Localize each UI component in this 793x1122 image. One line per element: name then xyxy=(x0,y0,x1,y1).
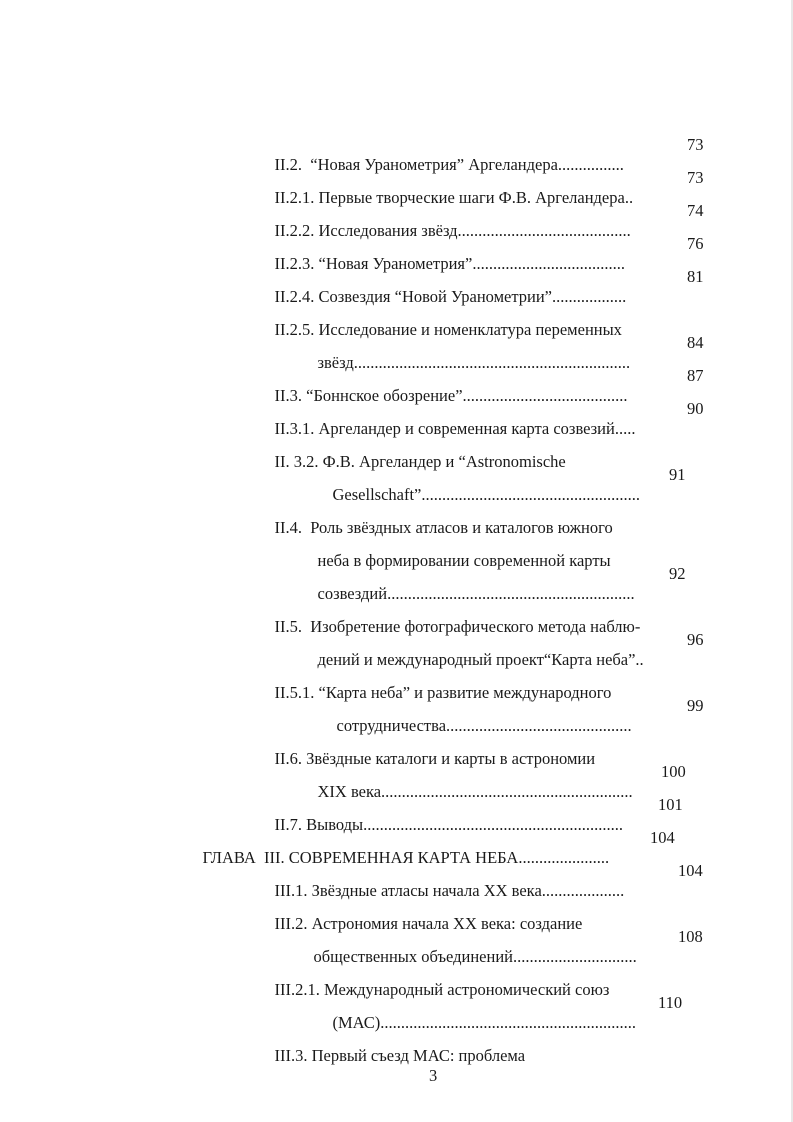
toc-page-number: 92 xyxy=(669,564,686,583)
toc-entry-text: (МАС).............................................................. xyxy=(332,1013,637,1032)
toc-entry-text: II.5. Изобретение фотографического метода наблю- xyxy=(274,617,641,636)
toc-entry-text: общественных объединений.............................. xyxy=(313,947,637,966)
toc-entry-text: III.2. Астрономия начала XX века: создание xyxy=(274,914,583,933)
toc-page-number: 73 xyxy=(687,135,704,154)
toc-page-number: 76 xyxy=(687,234,704,253)
toc-entry-text: дений и международный проект“Карта неба”.. xyxy=(317,650,644,669)
toc-entry-text: XIX века............................................................. xyxy=(317,782,633,801)
toc-entry-text: III.1. Звёздные атласы начала XX века.................... xyxy=(274,881,625,900)
toc-entry-text: II.3. “Боннское обозрение”........................................ xyxy=(274,386,628,405)
toc-entry-text: II.2.1. Первые творческие шаги Ф.В. Аргеландера.. xyxy=(274,188,634,207)
toc-page-number: 108 xyxy=(678,927,703,946)
toc-entry-text: II. 3.2. Ф.В. Аргеландер и “Astronomische xyxy=(274,452,566,471)
toc-entry-text: III.2.1. Международный астрономический союз xyxy=(274,980,610,999)
toc-entry-text: II.6. Звёздные каталоги и карты в астрономии xyxy=(274,749,596,768)
toc-entry-text: II.4. Роль звёздных атласов и каталогов южного xyxy=(274,518,613,537)
toc-entry-text: III.3. Первый съезд МАС: проблема xyxy=(274,1046,526,1065)
toc-entry-text: II.2.3. “Новая Уранометрия”..................................... xyxy=(274,254,625,273)
page-number: 3 xyxy=(429,1066,438,1085)
toc-page-number: 110 xyxy=(658,993,683,1012)
toc-entry-text: звёзд................................................................... xyxy=(317,353,631,372)
toc-page-number: 84 xyxy=(687,333,704,352)
toc-page-number: 99 xyxy=(687,696,704,715)
toc-entry-text: II.2.5. Исследование и номенклатура переменных xyxy=(274,320,622,339)
toc-page-number: 104 xyxy=(650,828,675,847)
toc-entry-text: созвездий............................................................ xyxy=(317,584,635,603)
toc-page-number: 74 xyxy=(687,201,704,220)
toc-page-number: 100 xyxy=(661,762,686,781)
toc-entry-text: II.5.1. “Карта неба” и развитие международного xyxy=(274,683,612,702)
toc-entry-text: II.2.4. Созвездия “Новой Уранометрии”.................. xyxy=(274,287,627,306)
toc-entry-text: Gesellschaft”..................................................... xyxy=(332,485,640,504)
toc-entry-text: II.3.1. Аргеландер и современная карта созвезий..... xyxy=(274,419,636,438)
toc-entry-text: II.2.2. Исследования звёзд.......................................... xyxy=(274,221,631,240)
toc-page-number: 90 xyxy=(687,399,704,418)
toc-page-number: 96 xyxy=(687,630,704,649)
toc-entry-text: неба в формировании современной карты xyxy=(317,551,611,570)
toc-line xyxy=(258,1026,525,1086)
toc-page-number: 81 xyxy=(687,267,704,286)
toc-page-number: 101 xyxy=(658,795,683,814)
toc-entry-text: сотрудничества............................................. xyxy=(336,716,632,735)
toc-page-number: 91 xyxy=(669,465,686,484)
toc-page-number: 104 xyxy=(678,861,703,880)
toc-page-number: 87 xyxy=(687,366,704,385)
toc-entry-text: II.2. “Новая Уранометрия” Аргеландера................ xyxy=(274,155,624,174)
toc-page-number: 73 xyxy=(687,168,704,187)
toc-entry-text: II.7. Выводы............................................................... xyxy=(274,815,624,834)
toc-entry-text: ГЛАВА III. СОВРЕМЕННАЯ КАРТА НЕБА...................... xyxy=(202,848,610,867)
